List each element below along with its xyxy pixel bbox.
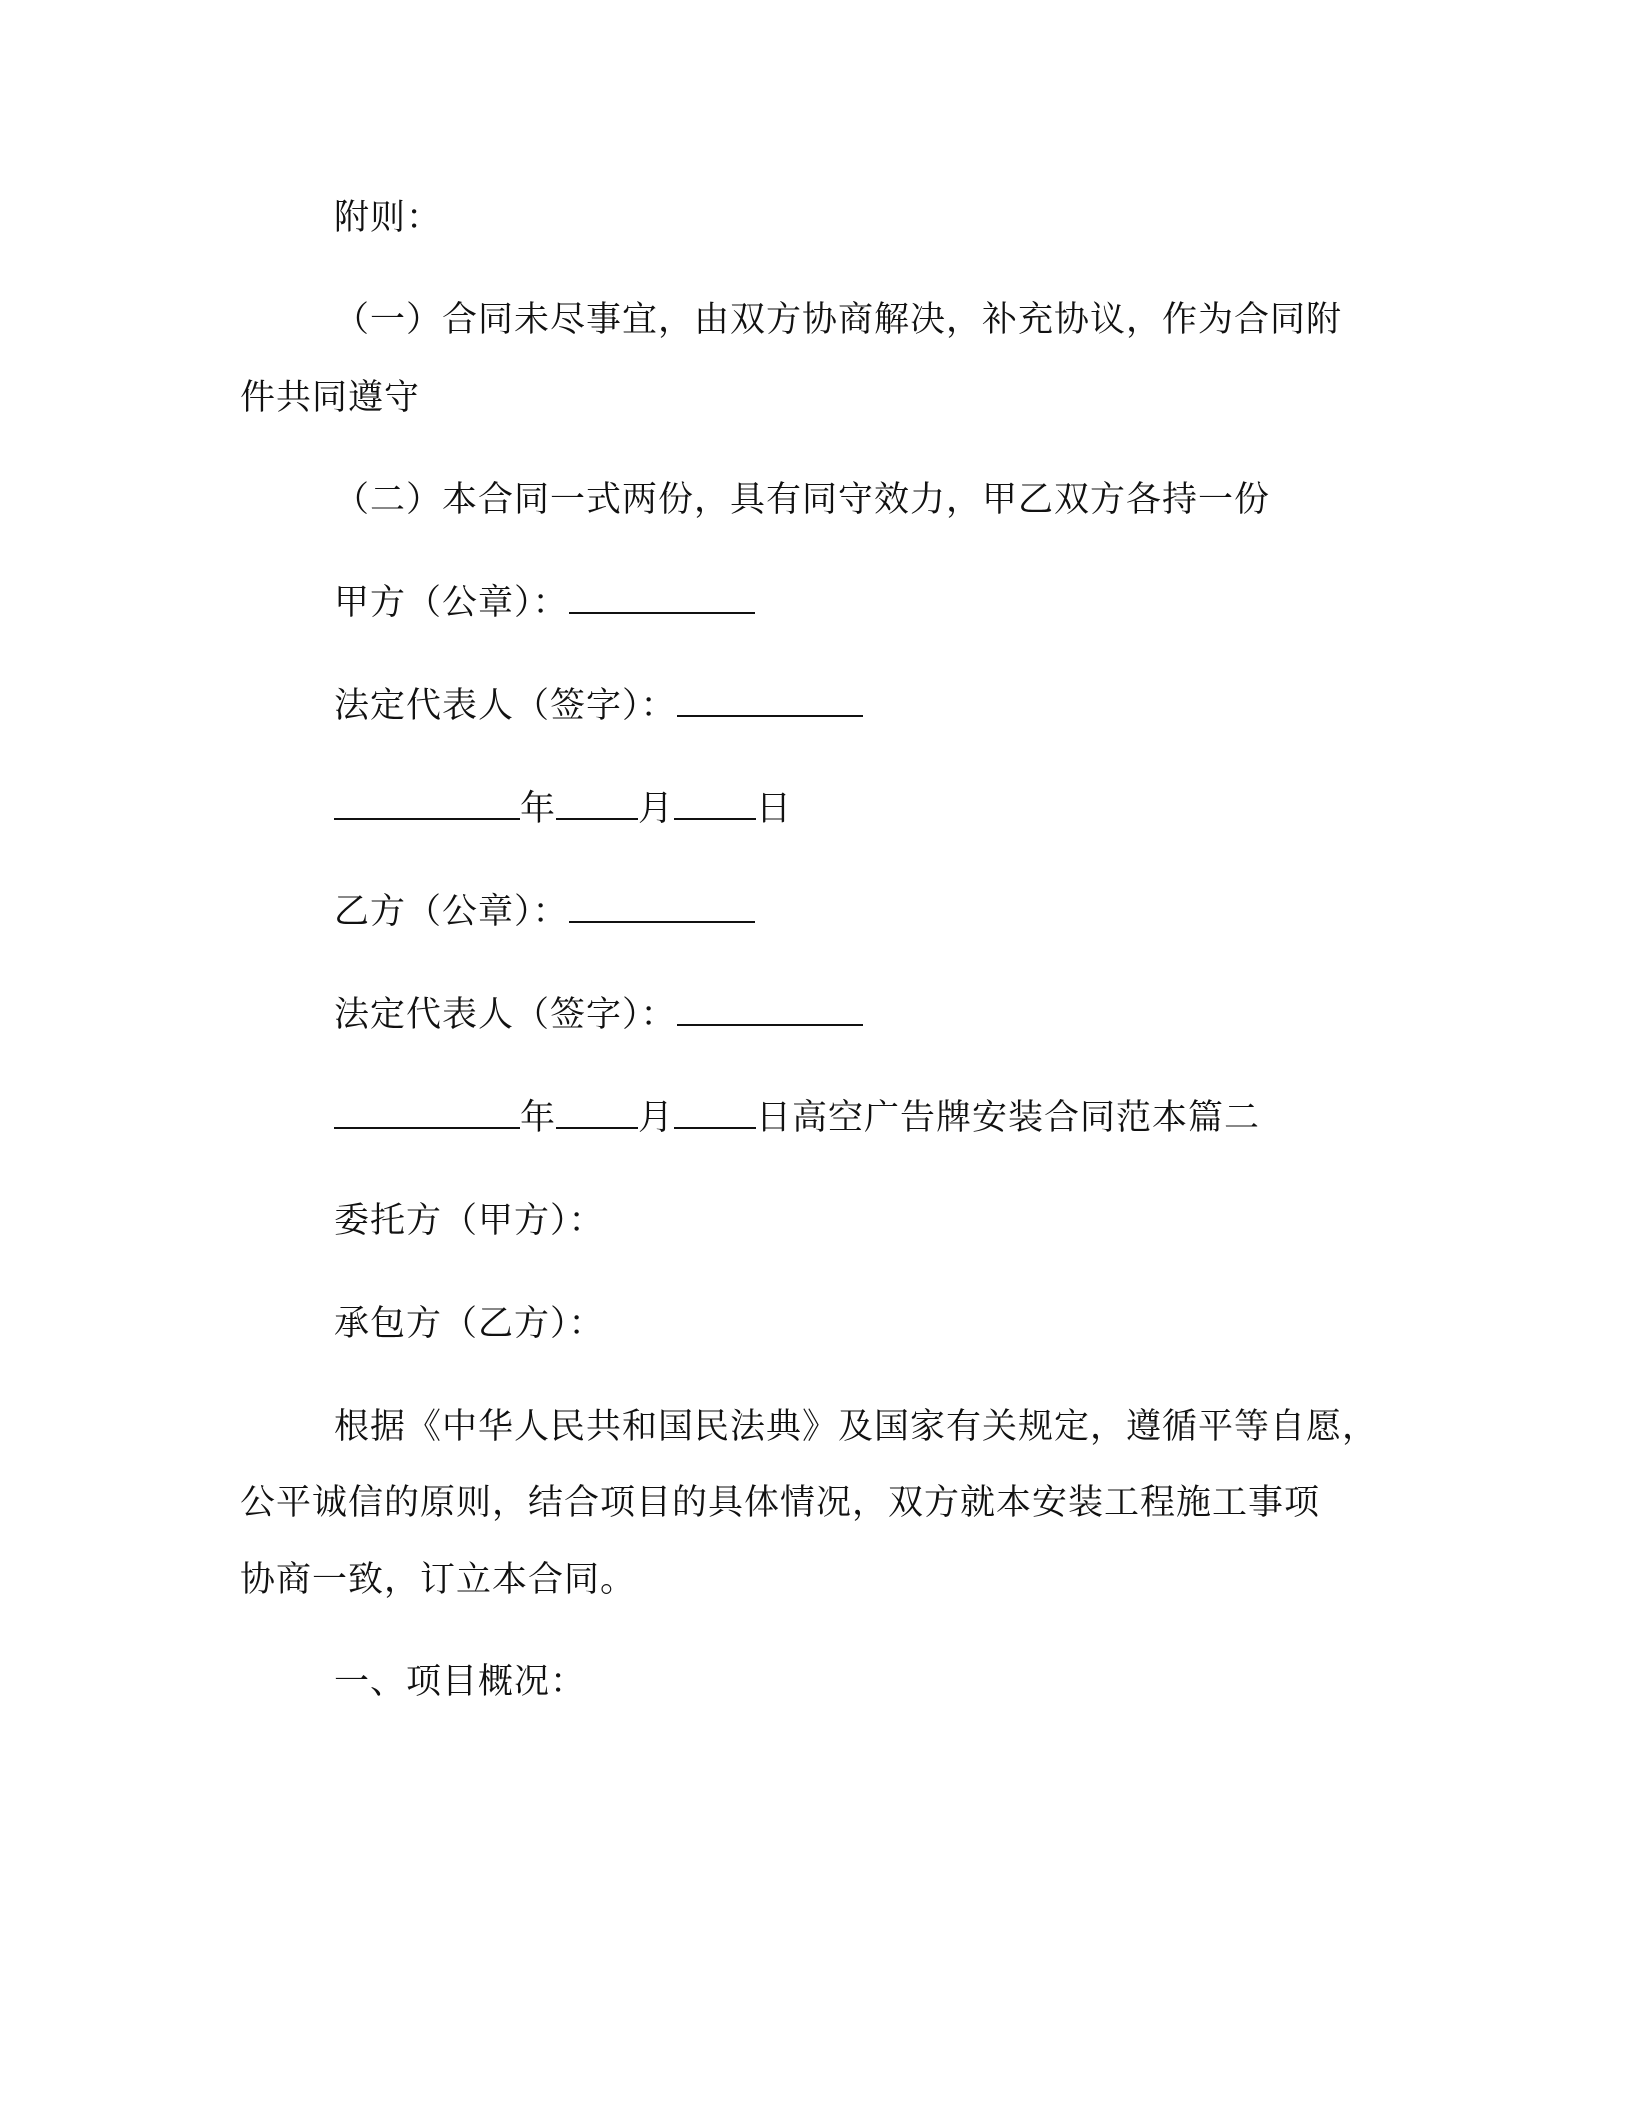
year-label: 年 [520,789,557,829]
party-a-rep-row [334,684,863,728]
month-blank [556,1097,638,1129]
clause-2: （二）本合同一式两份，具有同守效力，甲乙双方各持一份 [334,480,1271,520]
party-a-seal-row [334,581,755,625]
clause-1-line-1: （一）合同未尽事宜，由双方协商解决，补充协议，作为合同附 [334,300,1343,340]
clause-1-line-2: 件共同遵守 [240,378,421,418]
month-blank [556,788,638,820]
year-blank [334,1097,520,1129]
party-a-seal-blank [569,582,755,614]
party-b-rep-label: 法定代表人（签字）： [334,995,677,1035]
month-label: 月 [638,789,675,829]
year-label: 年 [520,1098,557,1138]
party-a-rep-blank [677,685,863,717]
section-1-heading: 一、项目概况： [334,1662,587,1702]
party-a-seal-label: 甲方（公章）： [334,583,569,623]
party-b-seal-blank [569,891,755,923]
day-blank [674,1097,756,1129]
party-b-rep-row [334,993,863,1037]
contractor-label: 承包方（乙方）： [334,1304,605,1344]
day-blank [674,788,756,820]
party-a-date-row [334,787,792,831]
party-b-seal-row [334,890,755,934]
intro-line-1: 根据《中华人民共和国民法典》及国家有关规定，遵循平等自愿， [334,1407,1379,1447]
party-a-rep-label: 法定代表人（签字）： [334,686,677,726]
client-label: 委托方（甲方）： [334,1201,605,1241]
intro-line-3: 协商一致，订立本合同。 [240,1560,637,1600]
appendix-heading: 附则： [334,198,443,238]
party-b-seal-label: 乙方（公章）： [334,892,569,932]
party-b-date-row [334,1096,1260,1140]
day-label: 日 [756,789,793,829]
month-label: 月 [638,1098,675,1138]
day-and-title: 日高空广告牌安装合同范本篇二 [756,1098,1261,1138]
year-blank [334,788,520,820]
party-b-rep-blank [677,994,863,1026]
intro-line-2: 公平诚信的原则，结合项目的具体情况，双方就本安装工程施工事项 [240,1483,1321,1523]
